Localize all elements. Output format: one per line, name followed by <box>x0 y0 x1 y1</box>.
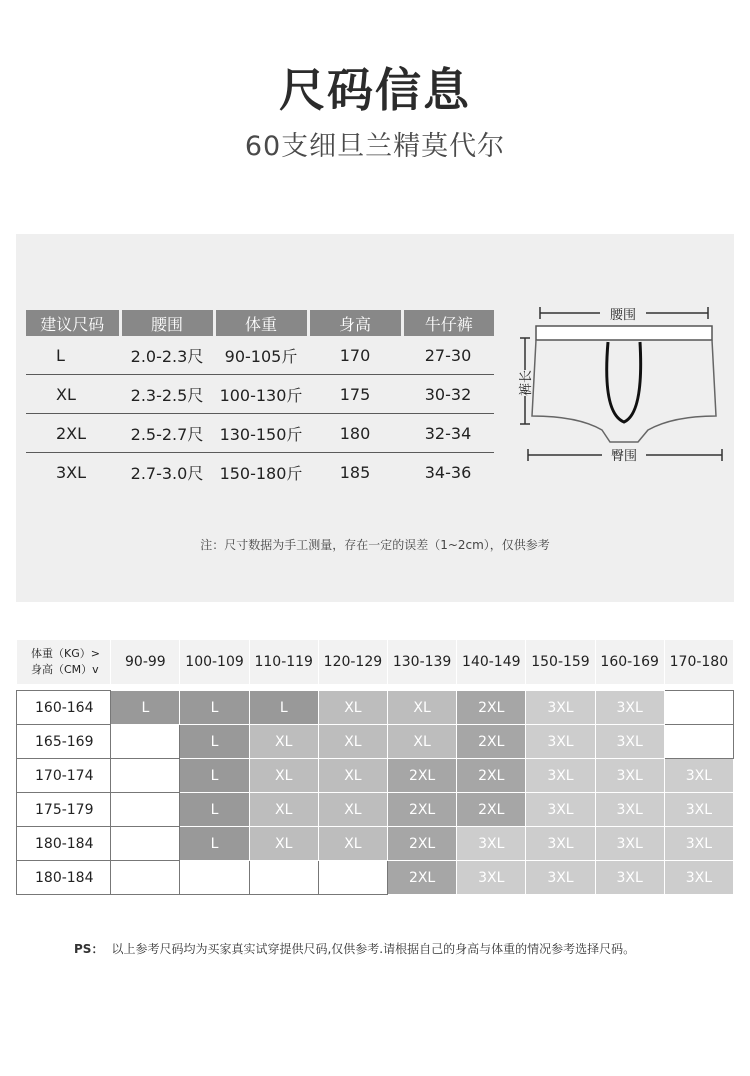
empty-cell <box>111 861 180 895</box>
empty-cell <box>111 793 180 827</box>
size-cell: XL <box>318 827 387 861</box>
size-table-cell: 32-34 <box>402 414 494 453</box>
size-cell: 3XL <box>595 725 664 759</box>
size-cell: 3XL <box>664 827 733 861</box>
weight-header-cell: 110-119 <box>249 640 318 685</box>
size-cell: 3XL <box>664 861 733 895</box>
size-table-cell: 2.5-2.7尺 <box>120 414 214 453</box>
size-cell: 2XL <box>388 861 457 895</box>
size-cell: L <box>180 691 249 725</box>
size-cell: 3XL <box>595 759 664 793</box>
height-label-cell: 165-169 <box>17 725 111 759</box>
size-cell: XL <box>388 691 457 725</box>
pouch-outline <box>607 342 641 422</box>
header-cell: 建议尺码 <box>26 310 120 336</box>
length-label: 裤长 <box>519 369 534 397</box>
size-cell: 2XL <box>388 759 457 793</box>
size-table-cell: 27-30 <box>402 336 494 375</box>
size-chart-row <box>17 793 734 827</box>
size-table-row <box>26 453 494 492</box>
height-label-cell: 180-184 <box>17 827 111 861</box>
header-cell: 牛仔裤 <box>402 310 494 336</box>
header-cell: 体重 <box>214 310 308 336</box>
empty-cell <box>111 725 180 759</box>
size-table-cell: 180 <box>308 414 402 453</box>
size-table-header <box>26 310 494 336</box>
size-cell: XL <box>249 827 318 861</box>
weight-header-cell: 170-180 <box>664 640 733 685</box>
hip-label: 臀围 <box>610 449 638 464</box>
weight-header-cell: 130-139 <box>388 640 457 685</box>
header-cell: 腰围 <box>120 310 214 336</box>
size-cell: 3XL <box>526 827 595 861</box>
ps-text: 以上参考尺码均为买家真实试穿提供尺码,仅供参考.请根据自己的身高与体重的情况参考选择尺码。 <box>111 942 636 956</box>
size-chart-row <box>17 759 734 793</box>
size-cell: 3XL <box>595 691 664 725</box>
size-table-cell: 175 <box>308 375 402 414</box>
size-cell: L <box>249 691 318 725</box>
axis-height-label: 身高（CM）v <box>31 663 99 676</box>
size-cell: 2XL <box>457 691 526 725</box>
size-cell: 3XL <box>595 827 664 861</box>
size-chart-grid <box>16 639 734 895</box>
empty-cell <box>318 861 387 895</box>
page-title: 尺码信息 <box>279 63 471 117</box>
size-table-cell: 100-130斤 <box>214 375 308 414</box>
size-table <box>26 310 494 491</box>
size-cell: 3XL <box>526 793 595 827</box>
header-cell: 身高 <box>308 310 402 336</box>
size-chart-row <box>17 691 734 725</box>
size-cell: XL <box>249 725 318 759</box>
size-cell: XL <box>318 691 387 725</box>
size-cell: L <box>180 725 249 759</box>
axis-label <box>17 640 111 685</box>
waist-label: 腰围 <box>609 308 637 323</box>
size-cell: XL <box>318 759 387 793</box>
empty-cell <box>249 861 318 895</box>
height-label-cell: 175-179 <box>17 793 111 827</box>
size-chart-row <box>17 861 734 895</box>
height-label-cell: 160-164 <box>17 691 111 725</box>
empty-cell <box>111 827 180 861</box>
weight-header-cell: 160-169 <box>595 640 664 685</box>
size-table-cell: 2.7-3.0尺 <box>130 463 204 483</box>
empty-cell <box>664 725 733 759</box>
size-cell: 3XL <box>595 793 664 827</box>
weight-header-cell: 90-99 <box>111 640 180 685</box>
weight-header-cell: 150-159 <box>526 640 595 685</box>
axis-weight-label: 体重（KG）> <box>31 647 100 660</box>
ps-note <box>74 940 635 957</box>
size-chart-row <box>17 725 734 759</box>
size-table-cell: 185 <box>339 462 371 482</box>
ps-label: PS： <box>74 942 104 956</box>
size-table-cell: 34-36 <box>424 462 472 482</box>
size-table-cell: 3XL <box>56 462 87 482</box>
size-cell: XL <box>249 793 318 827</box>
size-cell: 2XL <box>457 793 526 827</box>
size-table-cell: 30-32 <box>402 375 494 414</box>
size-table-cell: 90-105斤 <box>214 336 308 375</box>
size-cell: 2XL <box>457 759 526 793</box>
weight-header-row <box>17 640 734 685</box>
size-cell: 2XL <box>457 725 526 759</box>
size-table-cell: XL <box>26 375 120 414</box>
size-cell: L <box>180 759 249 793</box>
size-table-cell: 2.3-2.5尺 <box>120 375 214 414</box>
size-cell: 3XL <box>457 827 526 861</box>
size-cell: 3XL <box>664 793 733 827</box>
underwear-diagram <box>518 298 730 470</box>
empty-cell <box>111 759 180 793</box>
weight-header-cell: 100-109 <box>180 640 249 685</box>
waistband <box>536 326 712 340</box>
size-cell: L <box>180 827 249 861</box>
size-table-row <box>26 414 494 453</box>
size-cell: 3XL <box>664 759 733 793</box>
size-table-row <box>26 336 494 375</box>
size-table-cell: 170 <box>308 336 402 375</box>
size-cell: L <box>180 793 249 827</box>
height-label-cell: 170-174 <box>17 759 111 793</box>
size-cell: 3XL <box>526 725 595 759</box>
size-table-row <box>26 375 494 414</box>
size-cell: 3XL <box>526 759 595 793</box>
empty-cell <box>664 691 733 725</box>
height-label-cell: 180-184 <box>17 861 111 895</box>
size-cell: XL <box>249 759 318 793</box>
size-table-cell: 150-180斤 <box>219 463 303 483</box>
empty-cell <box>180 861 249 895</box>
size-cell: XL <box>388 725 457 759</box>
size-cell: 2XL <box>388 827 457 861</box>
size-chart-row <box>17 827 734 861</box>
size-cell: XL <box>318 725 387 759</box>
size-cell: 2XL <box>388 793 457 827</box>
weight-header-cell: 120-129 <box>318 640 387 685</box>
trunk-outline <box>532 340 716 442</box>
size-cell: 3XL <box>595 861 664 895</box>
size-cell: 3XL <box>457 861 526 895</box>
size-table-cell: 130-150斤 <box>214 414 308 453</box>
size-cell: 3XL <box>526 691 595 725</box>
measurement-note: 注：尺寸数据为手工测量，存在一定的误差（1~2cm），仅供参考 <box>200 538 550 552</box>
page-subtitle: 60支细旦兰精莫代尔 <box>244 131 506 162</box>
size-cell: 3XL <box>526 861 595 895</box>
size-cell: XL <box>318 793 387 827</box>
size-cell: L <box>111 691 180 725</box>
size-table-cell: 2.0-2.3尺 <box>120 336 214 375</box>
size-table-cell: L <box>26 336 120 375</box>
size-table-cell: 2XL <box>26 414 120 453</box>
weight-header-cell: 140-149 <box>457 640 526 685</box>
